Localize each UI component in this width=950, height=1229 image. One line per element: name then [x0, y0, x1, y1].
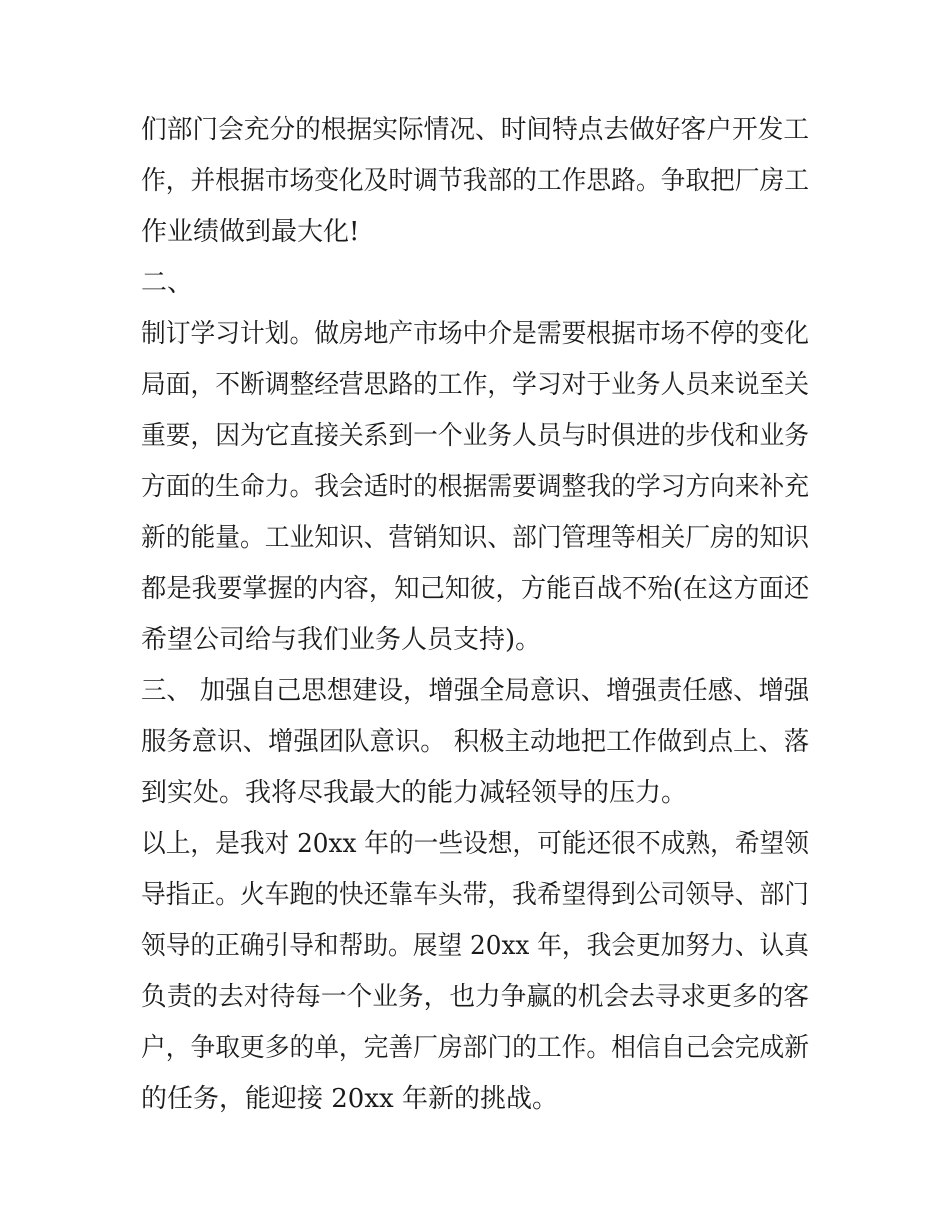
- text-line: 到实处。我将尽我最大的能力减轻领导的压力。: [141, 778, 688, 808]
- text-line: 的任务，能迎接 20xx 年新的挑战。: [141, 1084, 558, 1114]
- text-line: 服务意识、增强团队意识。 积极主动地把工作做到点上、落: [141, 727, 810, 757]
- text-line: 制订学习计划。做房地产市场中介是需要根据市场不停的变化: [141, 319, 810, 349]
- text-line: 三、 加强自己思想建设，增强全局意识、增强责任感、增强: [141, 676, 810, 706]
- text-line: 方面的生命力。我会适时的根据需要调整我的学习方向来补充: [141, 472, 810, 502]
- text-line: 户，争取更多的单，完善厂房部门的工作。相信自己会完成新: [141, 1033, 810, 1063]
- text-line: 希望公司给与我们业务人员支持)。: [141, 625, 542, 655]
- text-line: 们部门会充分的根据实际情况、时间特点去做好客户开发工: [141, 115, 810, 145]
- text-line: 导指正。火车跑的快还靠车头带，我希望得到公司领导、部门: [141, 880, 810, 910]
- text-line: 重要，因为它直接关系到一个业务人员与时俱进的步伐和业务: [141, 421, 810, 451]
- text-line: 新的能量。工业知识、营销知识、部门管理等相关厂房的知识: [141, 523, 810, 553]
- text-line: 以上，是我对 20xx 年的一些设想，可能还很不成熟，希望领: [141, 829, 809, 859]
- section-heading: 二、: [141, 268, 194, 298]
- text-line: 作，并根据市场变化及时调节我部的工作思路。争取把厂房工: [141, 166, 810, 196]
- text-line: 都是我要掌握的内容，知己知彼，方能百战不殆(在这方面还: [141, 574, 810, 604]
- text-line: 负责的去对待每一个业务，也力争赢的机会去寻求更多的客: [141, 982, 810, 1012]
- text-line: 作业绩做到最大化!: [141, 217, 360, 247]
- text-line: 局面，不断调整经营思路的工作，学习对于业务人员来说至关: [141, 370, 810, 400]
- text-line: 领导的正确引导和帮助。展望 20xx 年，我会更加努力、认真: [141, 931, 809, 961]
